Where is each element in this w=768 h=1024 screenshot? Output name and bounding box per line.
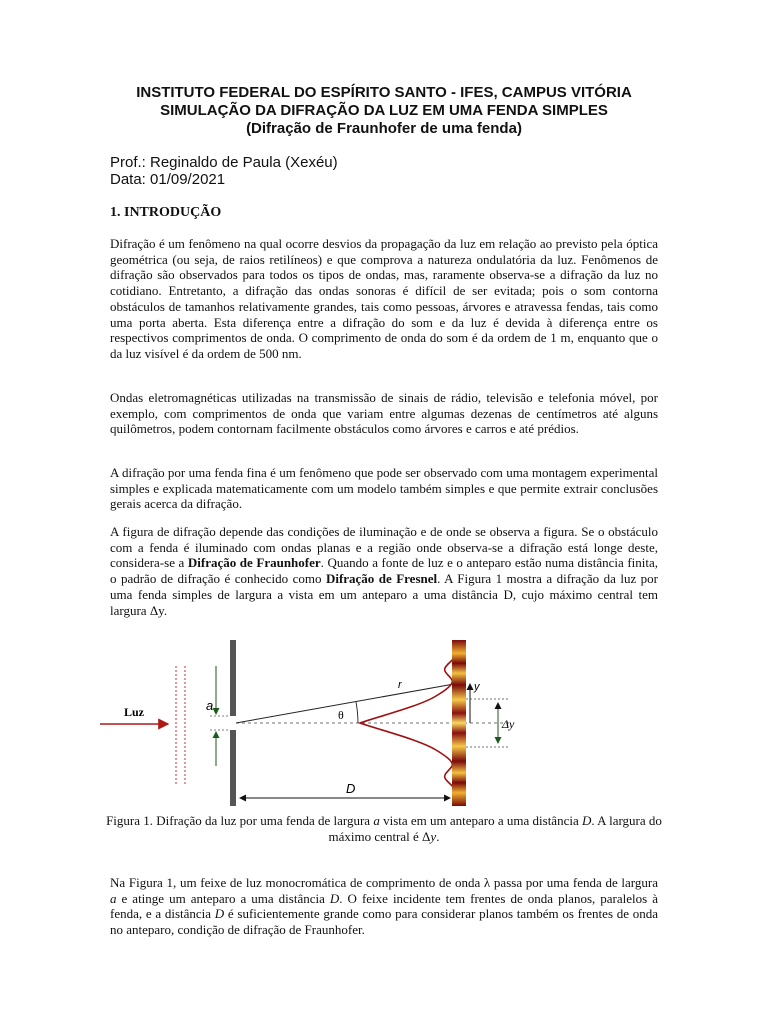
bold-term: Difração de Fraunhofer [187,555,321,571]
text-run: . [436,828,440,844]
author-line: Prof.: Reginaldo de Paula (Xexéu) [110,154,338,171]
bold-term: Difração de Fresnel [325,571,438,587]
italic-term: D [329,890,340,906]
text-run: vista em um anteparo a uma distância [379,813,582,828]
screen-fringes [452,640,466,806]
header-title: SIMULAÇÃO DA DIFRAÇÃO DA LUZ EM UMA FENDA SIMPLES [160,102,608,119]
text-run: A figura de difração depende das condições de iluminação e de onde se observa a figura. Se o obstáculo com a fenda é iluminado com ondas planas e a região onde observa-se a difração está longe deste, considera-se a [110,524,658,571]
paragraph-4 [110,524,658,618]
paragraph-5 [110,875,658,938]
italic-term: y [430,828,437,844]
label-y: y [474,681,480,693]
label-theta: θ [338,708,344,722]
text-run: . A largura do máximo central é Δ [328,813,662,844]
theta-arc [356,702,358,723]
document-header [100,84,668,138]
section-heading: 1. INTRODUÇÃO [110,205,222,220]
label-delta-y: Δy [502,717,515,731]
label-D: D [346,781,356,796]
header-institution: INSTITUTO FEDERAL DO ESPÍRITO SANTO - IFES, CAMPUS VITÓRIA [136,84,632,101]
barrier-top [230,640,236,716]
label-a: a [206,698,214,713]
label-r: r [398,679,402,691]
text-run: Figura 1. Difração da luz por uma fenda de largura [106,813,374,828]
paragraph-1: Difração é um fenômeno na qual ocorre desvios da propagação da luz em relação ao previsto pela óptica geométrica (ou seja, de raios retilíneos) e que comprova a natureza ondulatória da luz. Fenômenos de difração são observados para todos os tipos de ondas, mas, raramente observa-se a difração da luz no cotidiano. Entretanto, a difração das ondas sonoras é difícil de ser evitada; pois o som contorna obstáculos de tamanhos relativamente grandes, tais como pessoas, árvores e atravessa fendas, tais como uma porta aberta. Esta diferença entre a difração do som e da luz é devida à diferença entre os respectivos comprimentos de onda. O comprimento de onda do som é da ordem de 1 m, enquanto que o da luz visível é da ordem de 500 nm. [110,236,658,361]
figure-diffraction-diagram [90,636,650,808]
date-line: Data: 01/09/2021 [110,171,226,188]
figure-caption [105,813,663,844]
italic-term: a [110,890,117,906]
paragraph-2: Ondas eletromagnéticas utilizadas na transmissão de sinais de rádio, televisão e telefonia móvel, por exemplo, com comprimentos de onda que variam entre algumas dezenas de centímetros até alguns quilômetros, podem contornam facilmente obstáculos como árvores e carros e até prédios. [110,390,658,437]
document-meta [110,154,338,188]
label-luz: Luz [124,705,145,719]
text-run: . O feixe incidente tem frentes de onda planos, paralelos à fenda, e a distância [110,890,658,922]
text-run: . Quando a fonte de luz e o anteparo estão numa distância finita, o padrão de difração é conhecido como [110,555,658,587]
italic-term: D [214,906,225,922]
barrier-bottom [230,730,236,806]
italic-term: a [373,813,380,828]
header-subtitle: (Difração de Fraunhofer de uma fenda) [246,120,522,137]
paragraph-3: A difração por uma fenda fina é um fenômeno que pode ser observado com uma montagem experimental simples e explicada matematicamente com um modelo também simples e que permite extrair conclusões gerais acerca da difração. [110,465,658,512]
text-run: é suficientemente grande como para considerar planos também os frentes de onda no anteparo, condição de difração de Fraunhofer. [110,906,658,938]
text-run: e atinge um anteparo a uma distância [116,890,330,906]
text-run: Na Figura 1, um feixe de luz monocromática de comprimento de onda λ passa por uma fenda de largura [110,875,658,890]
text-run: . A Figura 1 mostra a difração da luz por uma fenda simples de largura a vista em um anteparo a uma distância D, cujo máximo central tem largura Δy. [110,571,659,618]
italic-term: D [581,813,592,828]
